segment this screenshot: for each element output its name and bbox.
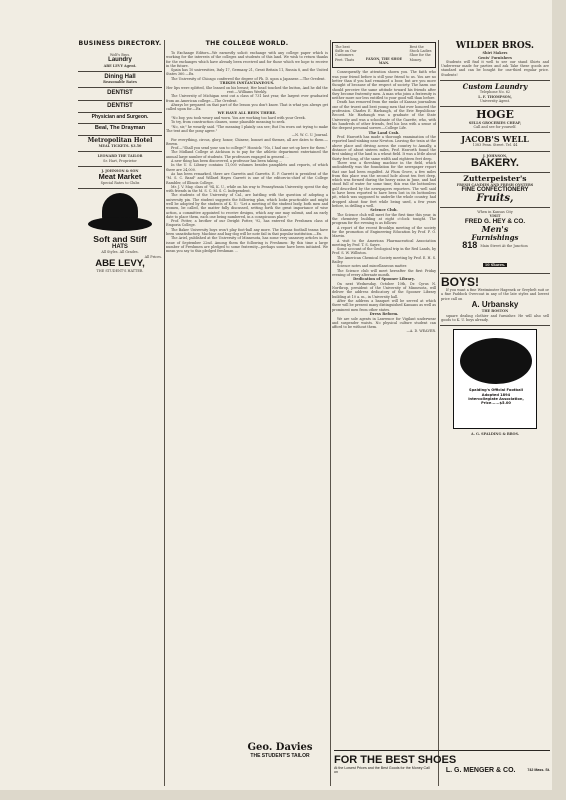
- ads-column-center: [332, 40, 436, 786]
- drayman-ad: Beal, The Drayman: [78, 124, 162, 136]
- hoge-groceries-ad: HOGE SELLS GROCERIES CHEAP, Call and see for yourself.: [440, 107, 550, 133]
- physician-ad: Physician and Surgeon.: [78, 113, 162, 124]
- hat-illustration: [88, 193, 152, 233]
- boys-clothier-ad: BOYS! If you want a fine Westminster Hagenek or Greybelt suit or a fine Paddock Overcoat in any of the late styles and lowest price call on A. Urbansky THE BOSTON square dealing clothier and furnisher. He will also sell goods to K. U. boys already.: [440, 274, 550, 327]
- business-directory-column: [78, 40, 162, 786]
- column-rule: [330, 40, 331, 786]
- davies-tailor-ad: Geo. Davies THE STUDENT'S TAILOR: [247, 742, 313, 759]
- spalding-football-ad: Spalding's Official Football Adopted 1894 Intercollegiate Association, Price......$5.00 A. G. SPALDING & BROS.: [440, 329, 550, 436]
- wilder-bros-ad: WILDER BROS. Shirt Makers Gents' Furnishers Students will find it well to see our stand Shirts and Underwear made for parties and ask Take these goods are standard and can be bought for one-third regular price. Students!: [440, 40, 550, 81]
- college-world-heading: THE COLLEGE WORLD.: [205, 40, 289, 47]
- business-directory-heading: BUSINESS DIRECTORY.: [78, 40, 162, 47]
- dentist-ad-2: DENTIST: [78, 101, 162, 113]
- middle-news-column: The best Sidle on Our Customers Feet. Thats FAXON, THE SHOE MAN. Best the Stock Ladies Shoe for the Money. Consequently the attention shown you. The faith who was your friend before is still your friend to us. You are no better than if you had remained a boor, but are you more thought of because of the respect of society. The harm one should perceive the same attitude toward his friends after they become fraternity men. A man who joins a fraternity is neither more nor less entitled to your good will than before. Death has removed from the ranks of Kansas journalism one of the truest and best young men that ever honored the profession. Charles E. Harbaugh, of the Erie Republican-Record. Mr. Harbaugh was a graduate of the State University and was a schoolmate of the Gazette, who, with his hundreds of other friends, feel his loss with a sense of the deepest personal sorrow.—College Life. The Land Crab. Prof. Haworth has made a thorough examination of the reported land-sinking near Newton. Leaving the train at the above place and driving across the country to Annally, a distance of about sixteen miles, Prof. Haworth found the first sinking of the land in a wheat field. It was a little about thirty feet long, of the same width and eighteen feet deep. There was a threshing machine in the field, which undoubtedly was the foundation for the newspaper report that one had been engulfed. At Plum Grove, a few miles from this place was the second hole about ten feet deep, which was formed during the heavy rains in June, and had stood full of water for some time; this was the bottomless gulf described by the newspapers reporters. The well said to have been reported to have been lost in its bottomless pit, which was supposed to underlie the whole country, had dropped about four feet while being used, a few years before, in drilling a well. Science Club. The Science club will meet for the first time this year, in the chemistry building at eight o'clock tonight. The program for the evening is as follows: A report of the recent Brooklyn meeting of the society for the promotion of Engineering Education by Prof. F. O. Marvin. A visit to the American Pharmaceutical Association meeting by Prof. T. S. Sayre. Some account of the Geological trip in the Red Lands, by Prof. S. W. Williston. The American Chemical Society meeting by Prof. E. H. S. Bailey. Science notes and miscellaneous matter. The Science club will meet hereafter the first Friday evening of every alternate month. Dedication of Spooner Library. On next Wednesday, October 10th, Dr. Cyrus N. Northrop, president of the University of Minnesota, will deliver the address dedicatory of the Spooner Library building at 10 a. m., in University hall. After the address a banquet will be served at which there will be present many distinguished Kansans as well as prominent men from other states. Dress Reform. We are sole agents in Lawrence for Vigilant underwear and suspender waists. No physical culture student can afford to be without them. —A. D. WEAVER.: [332, 40, 436, 786]
- jacobs-well-ad: JACOB'S WELL 1383 Penn. Street. Tel. 44: [440, 133, 550, 152]
- furnishings-ad: When in Kansas City VISIT FRED G. HEY & CO. Men's Furnishings 818 Main Street At the Junction 10 Shaves.: [440, 208, 550, 273]
- faxon-shoe-ad: The best Sidle on Our Customers Feet. Thats FAXON, THE SHOE MAN. Best the Stock Ladies Shoe for the Money.: [332, 42, 436, 68]
- column-rule: [164, 40, 165, 786]
- meat-market-ad: J. JOHNSON & SON Meat Market Special Rates to Clubs: [78, 167, 162, 189]
- laundry-ad: Wolf's Bros. Laundry ABE LEVY Agent.: [78, 51, 162, 72]
- college-world-column: THE COLLEGE WORLD. To Exchange Editors—We earnestly solicit exchange with any college paper which is working for the interests of the colleges and students of this land. We wish to return thanks for the exchanges which have already been received and for those which we hope to receive in the future. Spain has 10 universities, Italy 17, Germany 21, Great Britain 11, Russia 8, and the United States 360.—Ex. The University of Chicago conferred the degree of Ph. D. upon a Japanese.—The Oredent. TRIKES INSTANTANEOUS. Her lips were splitted, She leaned on his breast; Her head touched the button, And he did the rest.—Williams Weekly. The University of Michigan sent out a class of 731 last year, the largest ever graduated from an American college.—The Oredent. Always be prepared on that part of the lesson you don't know. That is what you always get called upon for.—Ex. WE HAVE ALL BEEN THERE. "No boy, you took weary and worn. You are working too hard with your Greek. To try, from construction clauses, some plausible meaning to seek. "No, sir," he wearily said. "The meaning I plainly can see; But I'm worn out trying to make The text and the pony agree." —N. W. C. U. Journal. For everything, circus, glory, honor, Chinese, bonnet and themes, all are dates to them.—Brown. Prof.—"Shall you send your son to college?" Hoosick: "No, I had one set up here for them." The Midland College at Atchison is to pay for the athletic department entertained the annual large number of students. The professors engaged in general ... A new thing has been discovered, a professor has been taking ... In the U. S. Library contains 11,000 volumes besides pamphlets and reports, of which there are 24,000. As has been remarked, there are Garretts and Garretts. E. P. Garrett is president of the "M. S. C. Band" and Willard Hayes Garrett is one of the editors-in-chief of the College Rambler, of Illinois College. Mr. J. V. May, class of '94, K. U., while on his way to Pennsylvania University, spent the day with friends in the M. S. C. M. S. C. Independent. The students of the University of Cal., are battling with the question of adopting a university pin. The student suggests the following plan, which looks practicable and might well be adopted by the students of K. U.: "Let a meeting of the student body, both men and women, be called, the matter fully discussed, setting forth the great importance of wise action, a committee appointed to receive designs, which any one may submit, and an early date to place them, each one being numbered, in a conspicuous place." Prof. Potter, a brother of our Dwight Potter, '92, has entered the Freshmen class of Emporia College. The Baker University boys won't play foot-ball any more. The Kansas football teams have been unsatisfactory. Machine and bag-dog will be note fail in that popular institution.—Ex. The Ariel, published at the University of Minnesota, has some very unsavory articles in its issue of September 22nd. Among them the following is Freshmen: By this time a large number of Freshmen are pledged to some fraternity—perhaps some have been initiated. We mean you say to this pledged freshman ...: [166, 40, 328, 254]
- dentist-ad: DENTIST: [78, 88, 162, 100]
- column-rule: [438, 40, 439, 786]
- confectionery-ad: Zutterpeister's FRESH CANDIES AND FRESH OYSTERS FINE CONFECTIONERY Fruits,: [440, 173, 550, 208]
- ads-column-right: [440, 40, 550, 786]
- custom-laundry-ad: Custom Laundry Telephone No. 62 L. F. THOMPSON, University Agent.: [440, 81, 550, 107]
- page-edge-bottom: [0, 790, 566, 800]
- best-shoes-ad: FOR THE BEST SHOES At the Lowest Prices and the Best Goods for the Money Call on L. G. MENGER & CO. 742 Mass. St.: [334, 750, 550, 774]
- metropolitan-hotel-ad: Metropolitan Hotel MEAL TICKETS. $3.50: [78, 136, 162, 153]
- tailor-ad: LEONARD THE TAILOR Sr. Hart, Proprietor: [78, 152, 162, 166]
- football-illustration: Spalding's Official Football Adopted 1894 Intercollegiate Association, Price......$5.00: [453, 329, 537, 429]
- hat-ad: Soft and Stiff HATS All Styles. All Grades. All Prices. ABE LEVY, THE STUDENT'S HATTER.: [78, 193, 162, 273]
- bakery-ad: J. JOHNSON, BAKERY.: [440, 152, 550, 174]
- page-edge-right: [552, 0, 566, 800]
- dining-hall-ad: Dining Hall Reasonable Rates: [78, 72, 162, 89]
